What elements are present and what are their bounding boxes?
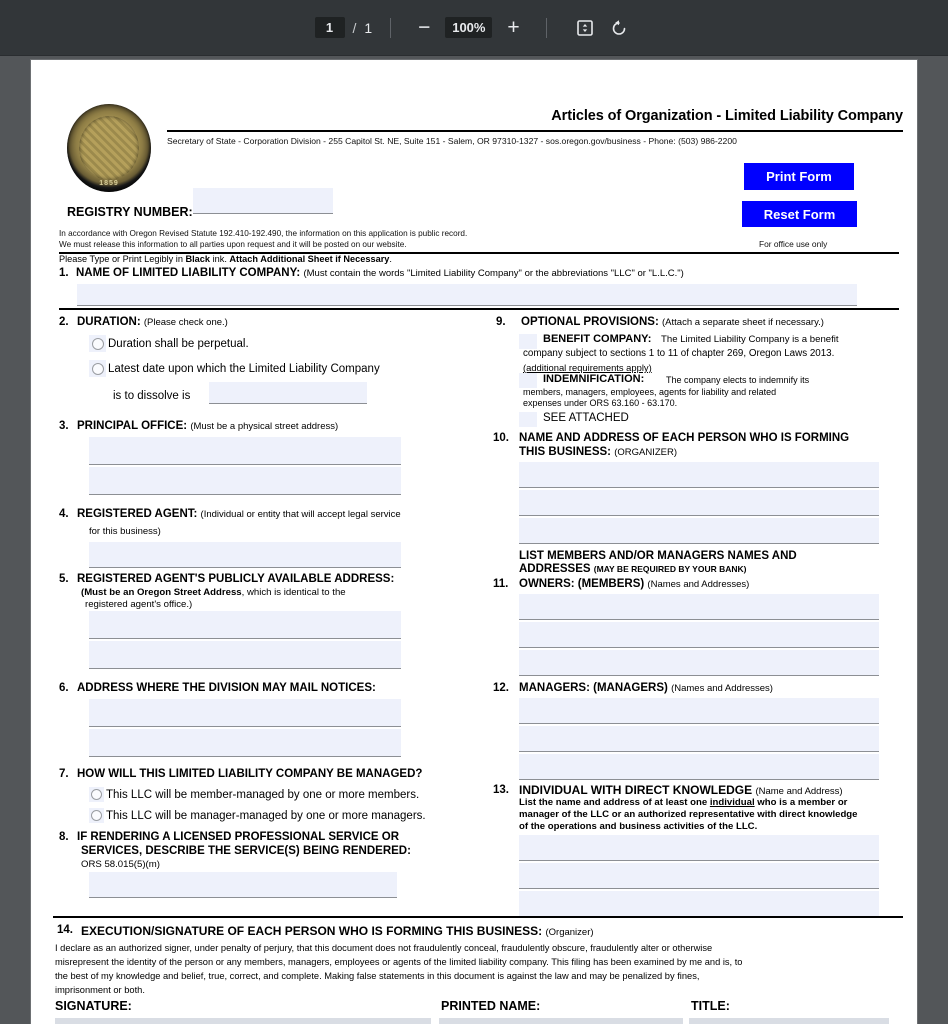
instructions-text-3: . bbox=[389, 254, 392, 264]
item-9-benefit-text-line-2: company subject to sections 1 to 11 of chapter 269, Oregon Laws 2013. bbox=[523, 348, 835, 359]
rotate-counterclockwise-icon[interactable] bbox=[605, 14, 633, 42]
members-managers-header-line-2-text: ADDRESSES bbox=[519, 563, 591, 575]
item-12-manager-line-1-input[interactable] bbox=[519, 698, 879, 724]
item-11-owner-line-3-input[interactable] bbox=[519, 650, 879, 676]
page-navigation-group bbox=[315, 17, 373, 38]
item-10-label-line-2-text: THIS BUSINESS: bbox=[519, 446, 612, 458]
item-10-number: 10. bbox=[493, 432, 509, 444]
checkbox-see-attached[interactable] bbox=[519, 412, 537, 427]
item-4-hint-line-2: for this business) bbox=[89, 526, 161, 537]
item-7-number: 7. bbox=[59, 768, 69, 780]
item-9-indemnification-label: INDEMNIFICATION: bbox=[543, 373, 645, 385]
item-8-label-line-2: SERVICES, DESCRIBE THE SERVICE(S) BEING RENDERED: bbox=[81, 845, 411, 857]
item-1-number: 1. bbox=[59, 267, 69, 279]
item-9-see-attached-label: SEE ATTACHED bbox=[543, 412, 629, 424]
item-1-company-name-input[interactable] bbox=[77, 284, 857, 306]
item-11-number: 11. bbox=[493, 578, 509, 590]
item-2-option-1-label: Duration shall be perpetual. bbox=[108, 337, 249, 350]
item-3-address-line-1-input[interactable] bbox=[89, 437, 401, 465]
item-13-number: 13. bbox=[493, 784, 509, 796]
item-2-dissolve-prefix: is to dissolve is bbox=[113, 390, 191, 402]
radio-manager-managed[interactable] bbox=[89, 808, 104, 823]
item-11-label bbox=[519, 578, 749, 590]
item-12-number: 12. bbox=[493, 682, 509, 694]
item-13-individual-line-2-input[interactable] bbox=[519, 863, 879, 889]
item-5-hint-bold: (Must be an Oregon Street Address bbox=[81, 587, 242, 598]
radio-circle-icon bbox=[91, 789, 102, 800]
item-9-label-text: OPTIONAL PROVISIONS: bbox=[521, 316, 659, 328]
registry-number-label: REGISTRY NUMBER: bbox=[67, 205, 193, 219]
pdf-viewer-area[interactable] bbox=[0, 56, 948, 1024]
radio-circle-icon bbox=[92, 363, 104, 375]
item-7-option-1-label: This LLC will be member-managed by one or more members. bbox=[106, 788, 420, 801]
item-13-label-text: INDIVIDUAL WITH DIRECT KNOWLEDGE bbox=[519, 783, 753, 797]
item-2-option-perpetual[interactable] bbox=[89, 335, 249, 352]
item-14-number: 14. bbox=[57, 924, 73, 936]
item-6-number: 6. bbox=[59, 682, 69, 694]
item-13-desc-individual: individual bbox=[709, 797, 755, 808]
item-2-option-latest-date[interactable] bbox=[89, 360, 380, 377]
item-10-label-line-2 bbox=[519, 446, 677, 458]
current-page-input[interactable]: 1 bbox=[315, 17, 345, 38]
item-13-label bbox=[519, 783, 843, 797]
item-10-hint: (ORGANIZER) bbox=[614, 447, 678, 458]
pdf-toolbar bbox=[0, 0, 948, 56]
item-9-hint: (Attach a separate sheet if necessary.) bbox=[662, 317, 824, 328]
item-2-option-2-label: Latest date upon which the Limited Liability Company bbox=[108, 362, 380, 375]
instructions-text-1: Please Type or Print Legibly in bbox=[59, 254, 186, 264]
zoom-out-button[interactable]: − bbox=[418, 16, 431, 39]
pdf-page-1 bbox=[31, 60, 917, 1024]
item-6-address-line-1-input[interactable] bbox=[89, 699, 401, 727]
item-4-registered-agent-input[interactable] bbox=[89, 542, 401, 568]
item-5-address-line-1-input[interactable] bbox=[89, 611, 401, 639]
item-9-indemnification-text-line-2: members, managers, employees, agents for liability and related bbox=[523, 387, 777, 397]
registry-number-input[interactable] bbox=[193, 188, 333, 214]
item-13-individual-line-1-input[interactable] bbox=[519, 835, 879, 861]
printed-name-input[interactable] bbox=[439, 1018, 683, 1024]
item-9-label bbox=[521, 316, 824, 328]
item-3-address-line-2-input[interactable] bbox=[89, 467, 401, 495]
item-14-label-text: EXECUTION/SIGNATURE OF EACH PERSON WHO IS FORMING THIS BUSINESS: bbox=[81, 924, 543, 938]
footer-divider-rule bbox=[53, 916, 903, 918]
item-5-number: 5. bbox=[59, 573, 69, 585]
page-separator: / bbox=[352, 19, 357, 36]
zoom-group bbox=[409, 13, 528, 43]
print-form-button[interactable]: Print Form bbox=[744, 163, 854, 190]
item-11-owner-line-2-input[interactable] bbox=[519, 622, 879, 648]
toolbar-divider-1 bbox=[390, 18, 391, 38]
item-10-label-line-1: NAME AND ADDRESS OF EACH PERSON WHO IS FORMING bbox=[519, 432, 850, 444]
state-of-oregon-seal bbox=[67, 104, 151, 192]
item-13-desc-line-2: manager of the LLC or an authorized representative with direct knowledge bbox=[519, 809, 858, 820]
signature-input[interactable] bbox=[55, 1018, 431, 1024]
item-10-organizer-line-1-input[interactable] bbox=[519, 462, 879, 488]
item-1-label-text: NAME OF LIMITED LIABILITY COMPANY: bbox=[76, 267, 301, 279]
radio-perpetual[interactable] bbox=[89, 335, 106, 352]
item-12-manager-line-3-input[interactable] bbox=[519, 754, 879, 780]
item-2-label-text: DURATION: bbox=[77, 316, 141, 328]
item-13-hint: (Name and Address) bbox=[755, 786, 843, 797]
item-10-organizer-line-3-input[interactable] bbox=[519, 518, 879, 544]
item-5-hint-line-1 bbox=[81, 587, 346, 598]
members-managers-header-line-2 bbox=[519, 563, 747, 575]
zoom-in-button[interactable]: + bbox=[507, 16, 520, 39]
radio-latest-date[interactable] bbox=[89, 360, 106, 377]
item-12-label-text: MANAGERS: (MANAGERS) bbox=[519, 682, 668, 694]
instructions-bold-black: Black bbox=[185, 254, 211, 264]
item-1-hint: (Must contain the words "Limited Liability Company" or the abbreviations "LLC" or "L.L.C.") bbox=[303, 268, 684, 279]
item-12-manager-line-2-input[interactable] bbox=[519, 726, 879, 752]
form-instructions bbox=[59, 254, 392, 264]
item-14-hint: (Organizer) bbox=[545, 927, 594, 938]
radio-circle-icon bbox=[91, 810, 102, 821]
item-11-label-text: OWNERS: (MEMBERS) bbox=[519, 578, 645, 590]
item-8-label-line-1: IF RENDERING A LICENSED PROFESSIONAL SERVICE OR bbox=[77, 831, 400, 843]
radio-member-managed[interactable] bbox=[89, 787, 104, 802]
item-7-option-member-managed[interactable] bbox=[89, 787, 419, 802]
members-managers-header-line-1: LIST MEMBERS AND/OR MANAGERS NAMES AND bbox=[519, 550, 797, 562]
item-3-label bbox=[77, 420, 338, 432]
item-11-owner-line-1-input[interactable] bbox=[519, 594, 879, 620]
item-14-label bbox=[81, 924, 594, 938]
item-5-address-line-2-input[interactable] bbox=[89, 641, 401, 669]
item-9-additional-requirements-note[interactable]: (additional requirements apply) bbox=[523, 362, 652, 373]
item-9-benefit-text-line-1: The Limited Liability Company is a benefit bbox=[661, 334, 839, 345]
item-2-label bbox=[77, 316, 228, 328]
item-7-label: HOW WILL THIS LIMITED LIABILITY COMPANY BE MANAGED? bbox=[77, 768, 423, 780]
item-8-number: 8. bbox=[59, 831, 69, 843]
instructions-text-2: ink. bbox=[210, 254, 230, 264]
signature-label: SIGNATURE: bbox=[55, 999, 132, 1013]
checkbox-benefit-company[interactable] bbox=[519, 334, 537, 349]
public-record-note-line-1: In accordance with Oregon Revised Statute 192.410-192.490, the information on this application is public record. bbox=[59, 229, 468, 238]
item-12-label bbox=[519, 682, 773, 694]
title-underline bbox=[167, 130, 903, 132]
item-9-indemnification-text-line-3: expenses under ORS 63.160 - 63.170. bbox=[523, 398, 678, 408]
item-2-number: 2. bbox=[59, 316, 69, 328]
item-9-indemnification-text-line-1: The company elects to indemnify its bbox=[666, 375, 810, 385]
item-6-address-line-2-input[interactable] bbox=[89, 729, 401, 757]
item-13-desc-line-1 bbox=[519, 797, 847, 808]
instructions-bold-attach: Attach Additional Sheet if Necessary bbox=[229, 254, 390, 264]
item-8-statute-reference: ORS 58.015(5)(m) bbox=[81, 859, 160, 870]
title-input[interactable] bbox=[689, 1018, 889, 1024]
zoom-level-display[interactable]: 100% bbox=[445, 17, 492, 38]
item-3-number: 3. bbox=[59, 420, 69, 432]
item-13-desc-line-3: of the operations and business activities of the LLC. bbox=[519, 821, 758, 832]
item-5-label: REGISTERED AGENT'S PUBLICLY AVAILABLE ADDRESS: bbox=[77, 573, 395, 585]
item-14-declaration-line-3: the best of my knowledge and belief, true, correct, and complete. Making false statements in this document is against the law and may be penalized by fines, bbox=[55, 971, 700, 981]
item-14-declaration-line-4: imprisonment or both. bbox=[55, 985, 145, 995]
item-4-label-text: REGISTERED AGENT: bbox=[77, 508, 198, 520]
item-1-label bbox=[76, 267, 684, 279]
item-6-label: ADDRESS WHERE THE DIVISION MAY MAIL NOTICES: bbox=[77, 682, 376, 694]
for-office-use-only-label: For office use only bbox=[759, 239, 828, 249]
item-7-option-manager-managed[interactable] bbox=[89, 808, 426, 823]
item-11-hint: (Names and Addresses) bbox=[647, 579, 750, 590]
item-4-label bbox=[77, 508, 401, 520]
document-title: Articles of Organization - Limited Liability Company bbox=[551, 108, 903, 124]
item-4-hint: (Individual or entity that will accept legal service bbox=[200, 509, 401, 520]
reset-form-button[interactable]: Reset Form bbox=[742, 201, 857, 227]
item-4-number: 4. bbox=[59, 508, 69, 520]
item-8-service-description-input[interactable] bbox=[89, 872, 397, 898]
item-7-option-2-label: This LLC will be manager-managed by one or more managers. bbox=[106, 809, 426, 822]
section-divider-rule bbox=[59, 308, 899, 310]
fit-to-page-icon[interactable] bbox=[571, 14, 599, 42]
agency-address-line: Secretary of State - Corporation Division - 255 Capitol St. NE, Suite 151 - Salem, OR 97310-1327 - sos.oregon.gov/business - Phone: (503) 986-2200 bbox=[167, 136, 737, 146]
item-9-number: 9. bbox=[496, 316, 506, 328]
item-9-benefit-company-label: BENEFIT COMPANY: bbox=[543, 333, 652, 345]
toolbar-divider-2 bbox=[546, 18, 547, 38]
total-pages-label: 1 bbox=[364, 19, 373, 36]
item-12-hint: (Names and Addresses) bbox=[671, 683, 773, 694]
checkbox-indemnification[interactable] bbox=[519, 373, 537, 388]
item-5-hint-rest: , which is identical to the bbox=[241, 587, 346, 598]
item-5-hint-line-2: registered agent's office.) bbox=[85, 599, 193, 610]
public-record-note-line-2: We must release this information to all parties upon request and it will be posted on our website. bbox=[59, 240, 407, 249]
item-14-declaration-line-1: I declare as an authorized signer, under penalty of perjury, that this document does not fraudulently conceal, fraudulently obscure, fraudulently alter or otherwise bbox=[55, 943, 713, 953]
item-3-label-text: PRINCIPAL OFFICE: bbox=[77, 420, 188, 432]
item-13-desc-part-b: who is a member or bbox=[754, 797, 848, 808]
seal-year-label: 1859 bbox=[99, 180, 119, 187]
members-managers-header-hint: (MAY BE REQUIRED BY YOUR BANK) bbox=[593, 564, 747, 574]
item-13-desc-part-a: List the name and address of at least one bbox=[519, 797, 710, 808]
item-14-declaration-line-2: misrepresent the identity of the person or any members, managers, employees or agents of the limited liability company. This filing has been examined by me and is, to bbox=[55, 957, 743, 967]
item-2-hint: (Please check one.) bbox=[143, 317, 228, 328]
item-10-organizer-line-2-input[interactable] bbox=[519, 490, 879, 516]
title-label: TITLE: bbox=[691, 999, 730, 1013]
item-3-hint: (Must be a physical street address) bbox=[190, 421, 339, 432]
radio-circle-icon bbox=[92, 338, 104, 350]
item-2-dissolve-date-input[interactable] bbox=[209, 382, 367, 404]
item-13-individual-line-3-input[interactable] bbox=[519, 891, 879, 917]
printed-name-label: PRINTED NAME: bbox=[441, 999, 541, 1013]
